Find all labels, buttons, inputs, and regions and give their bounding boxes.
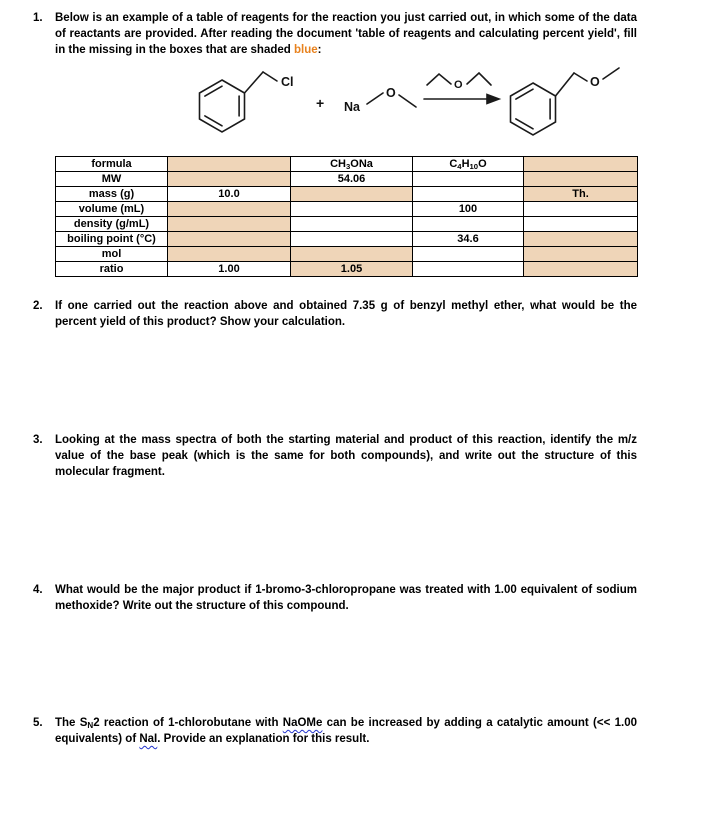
answer-box-cell bbox=[524, 232, 638, 247]
table-cell bbox=[291, 232, 413, 247]
ether-oxygen-label: O bbox=[454, 79, 463, 91]
reagents-table bbox=[55, 156, 638, 277]
table-cell bbox=[413, 187, 524, 202]
table-cell bbox=[413, 217, 524, 232]
row-label: MW bbox=[56, 172, 168, 187]
benzyl-chloride-structure bbox=[200, 72, 278, 132]
answer-box-cell bbox=[168, 217, 291, 232]
spellcheck-flagged-word: NaOMe bbox=[282, 717, 323, 729]
table-cell: $CH_3ONa$ bbox=[291, 157, 413, 172]
reagent-table-body bbox=[56, 157, 638, 277]
question-2 bbox=[0, 298, 709, 330]
answer-box-cell bbox=[168, 247, 291, 262]
question-5-number: 5. bbox=[33, 717, 43, 729]
answer-box-cell bbox=[168, 157, 291, 172]
table-cell: 54.06 bbox=[291, 172, 413, 187]
question-4-text: What would be the major product if 1-bromo-3-chloropropane was treated with 1.00 equivalent of sodium methoxide? Write out the structure of this compound. bbox=[55, 584, 637, 612]
subscript-text: N bbox=[87, 721, 94, 730]
plus-sign: + bbox=[316, 95, 325, 111]
table-row bbox=[56, 262, 638, 277]
row-label: mass (g) bbox=[56, 187, 168, 202]
row-label: formula bbox=[56, 157, 168, 172]
row-label: ratio bbox=[56, 262, 168, 277]
reaction-scheme-drawing bbox=[0, 62, 709, 154]
table-cell bbox=[291, 217, 413, 232]
table-row bbox=[56, 232, 638, 247]
sodium-label: Na bbox=[344, 100, 360, 114]
answer-box-cell bbox=[291, 247, 413, 262]
answer-box-cell bbox=[524, 172, 638, 187]
row-label: boiling point (°C) bbox=[56, 232, 168, 247]
row-label: volume (mL) bbox=[56, 202, 168, 217]
reaction-scheme bbox=[0, 62, 709, 154]
row-label: mol bbox=[56, 247, 168, 262]
question-4-number: 4. bbox=[33, 584, 43, 596]
table-cell: $C_4H_{10}O$ bbox=[413, 157, 524, 172]
product-oxygen-label: O bbox=[590, 75, 600, 89]
spellcheck-flagged-word: NaI bbox=[139, 733, 158, 745]
benzyl-methyl-ether-structure bbox=[511, 68, 620, 135]
chlorine-label: Cl bbox=[281, 75, 294, 89]
table-row bbox=[56, 202, 638, 217]
row-label: density (g/mL) bbox=[56, 217, 168, 232]
question-2-number: 2. bbox=[33, 300, 43, 312]
answer-box-cell bbox=[524, 157, 638, 172]
table-row bbox=[56, 172, 638, 187]
highlighted-word: blue bbox=[294, 44, 318, 56]
answer-box-cell bbox=[168, 202, 291, 217]
question-3-number: 3. bbox=[33, 434, 43, 446]
question-4 bbox=[0, 582, 709, 614]
table-row bbox=[56, 187, 638, 202]
answer-box-cell: Th. bbox=[524, 187, 638, 202]
question-1 bbox=[0, 0, 709, 58]
table-cell: 10.0 bbox=[168, 187, 291, 202]
answer-box-cell bbox=[291, 187, 413, 202]
table-cell bbox=[413, 262, 524, 277]
answer-box-cell bbox=[524, 262, 638, 277]
question-3 bbox=[0, 432, 709, 480]
table-cell bbox=[413, 172, 524, 187]
answer-box-cell bbox=[524, 247, 638, 262]
table-cell bbox=[291, 202, 413, 217]
question-5-text: The $S_N2$ reaction of 1-chlorobutane with NaOMe can be increased by adding a catalytic amount (<< 1.00 equivalents) of NaI. Provide an explanation for this result. bbox=[55, 717, 637, 745]
question-1-number: 1. bbox=[33, 12, 43, 24]
table-row bbox=[56, 217, 638, 232]
table-cell bbox=[524, 217, 638, 232]
question-3-text: Looking at the mass spectra of both the starting material and product of this reaction, identify the m/z value of the base peak (which is the same for both compounds), and write out the structure of this molecular fragment. bbox=[55, 434, 637, 478]
answer-box-cell bbox=[168, 232, 291, 247]
table-row bbox=[56, 157, 638, 172]
question-2-text: If one carried out the reaction above and obtained 7.35 g of benzyl methyl ether, what would be the percent yield of this product? Show your calculation. bbox=[55, 300, 637, 328]
table-cell: 34.6 bbox=[413, 232, 524, 247]
question-1-text: Below is an example of a table of reagents for the reaction you just carried out, in which some of the data of reactants are provided. After reading the document 'table of reagents and calculating percent yield', fill in the missing in the boxes that are shaded blue: bbox=[55, 12, 637, 56]
answer-box-cell bbox=[168, 172, 291, 187]
answer-box-cell: 1.05 bbox=[291, 262, 413, 277]
table-cell: 100 bbox=[413, 202, 524, 217]
table-row bbox=[56, 247, 638, 262]
question-5 bbox=[0, 715, 709, 747]
table-cell bbox=[413, 247, 524, 262]
reaction-arrow bbox=[424, 95, 499, 104]
methoxide-oxygen-label: O bbox=[386, 86, 396, 100]
table-cell bbox=[524, 202, 638, 217]
table-cell: 1.00 bbox=[168, 262, 291, 277]
